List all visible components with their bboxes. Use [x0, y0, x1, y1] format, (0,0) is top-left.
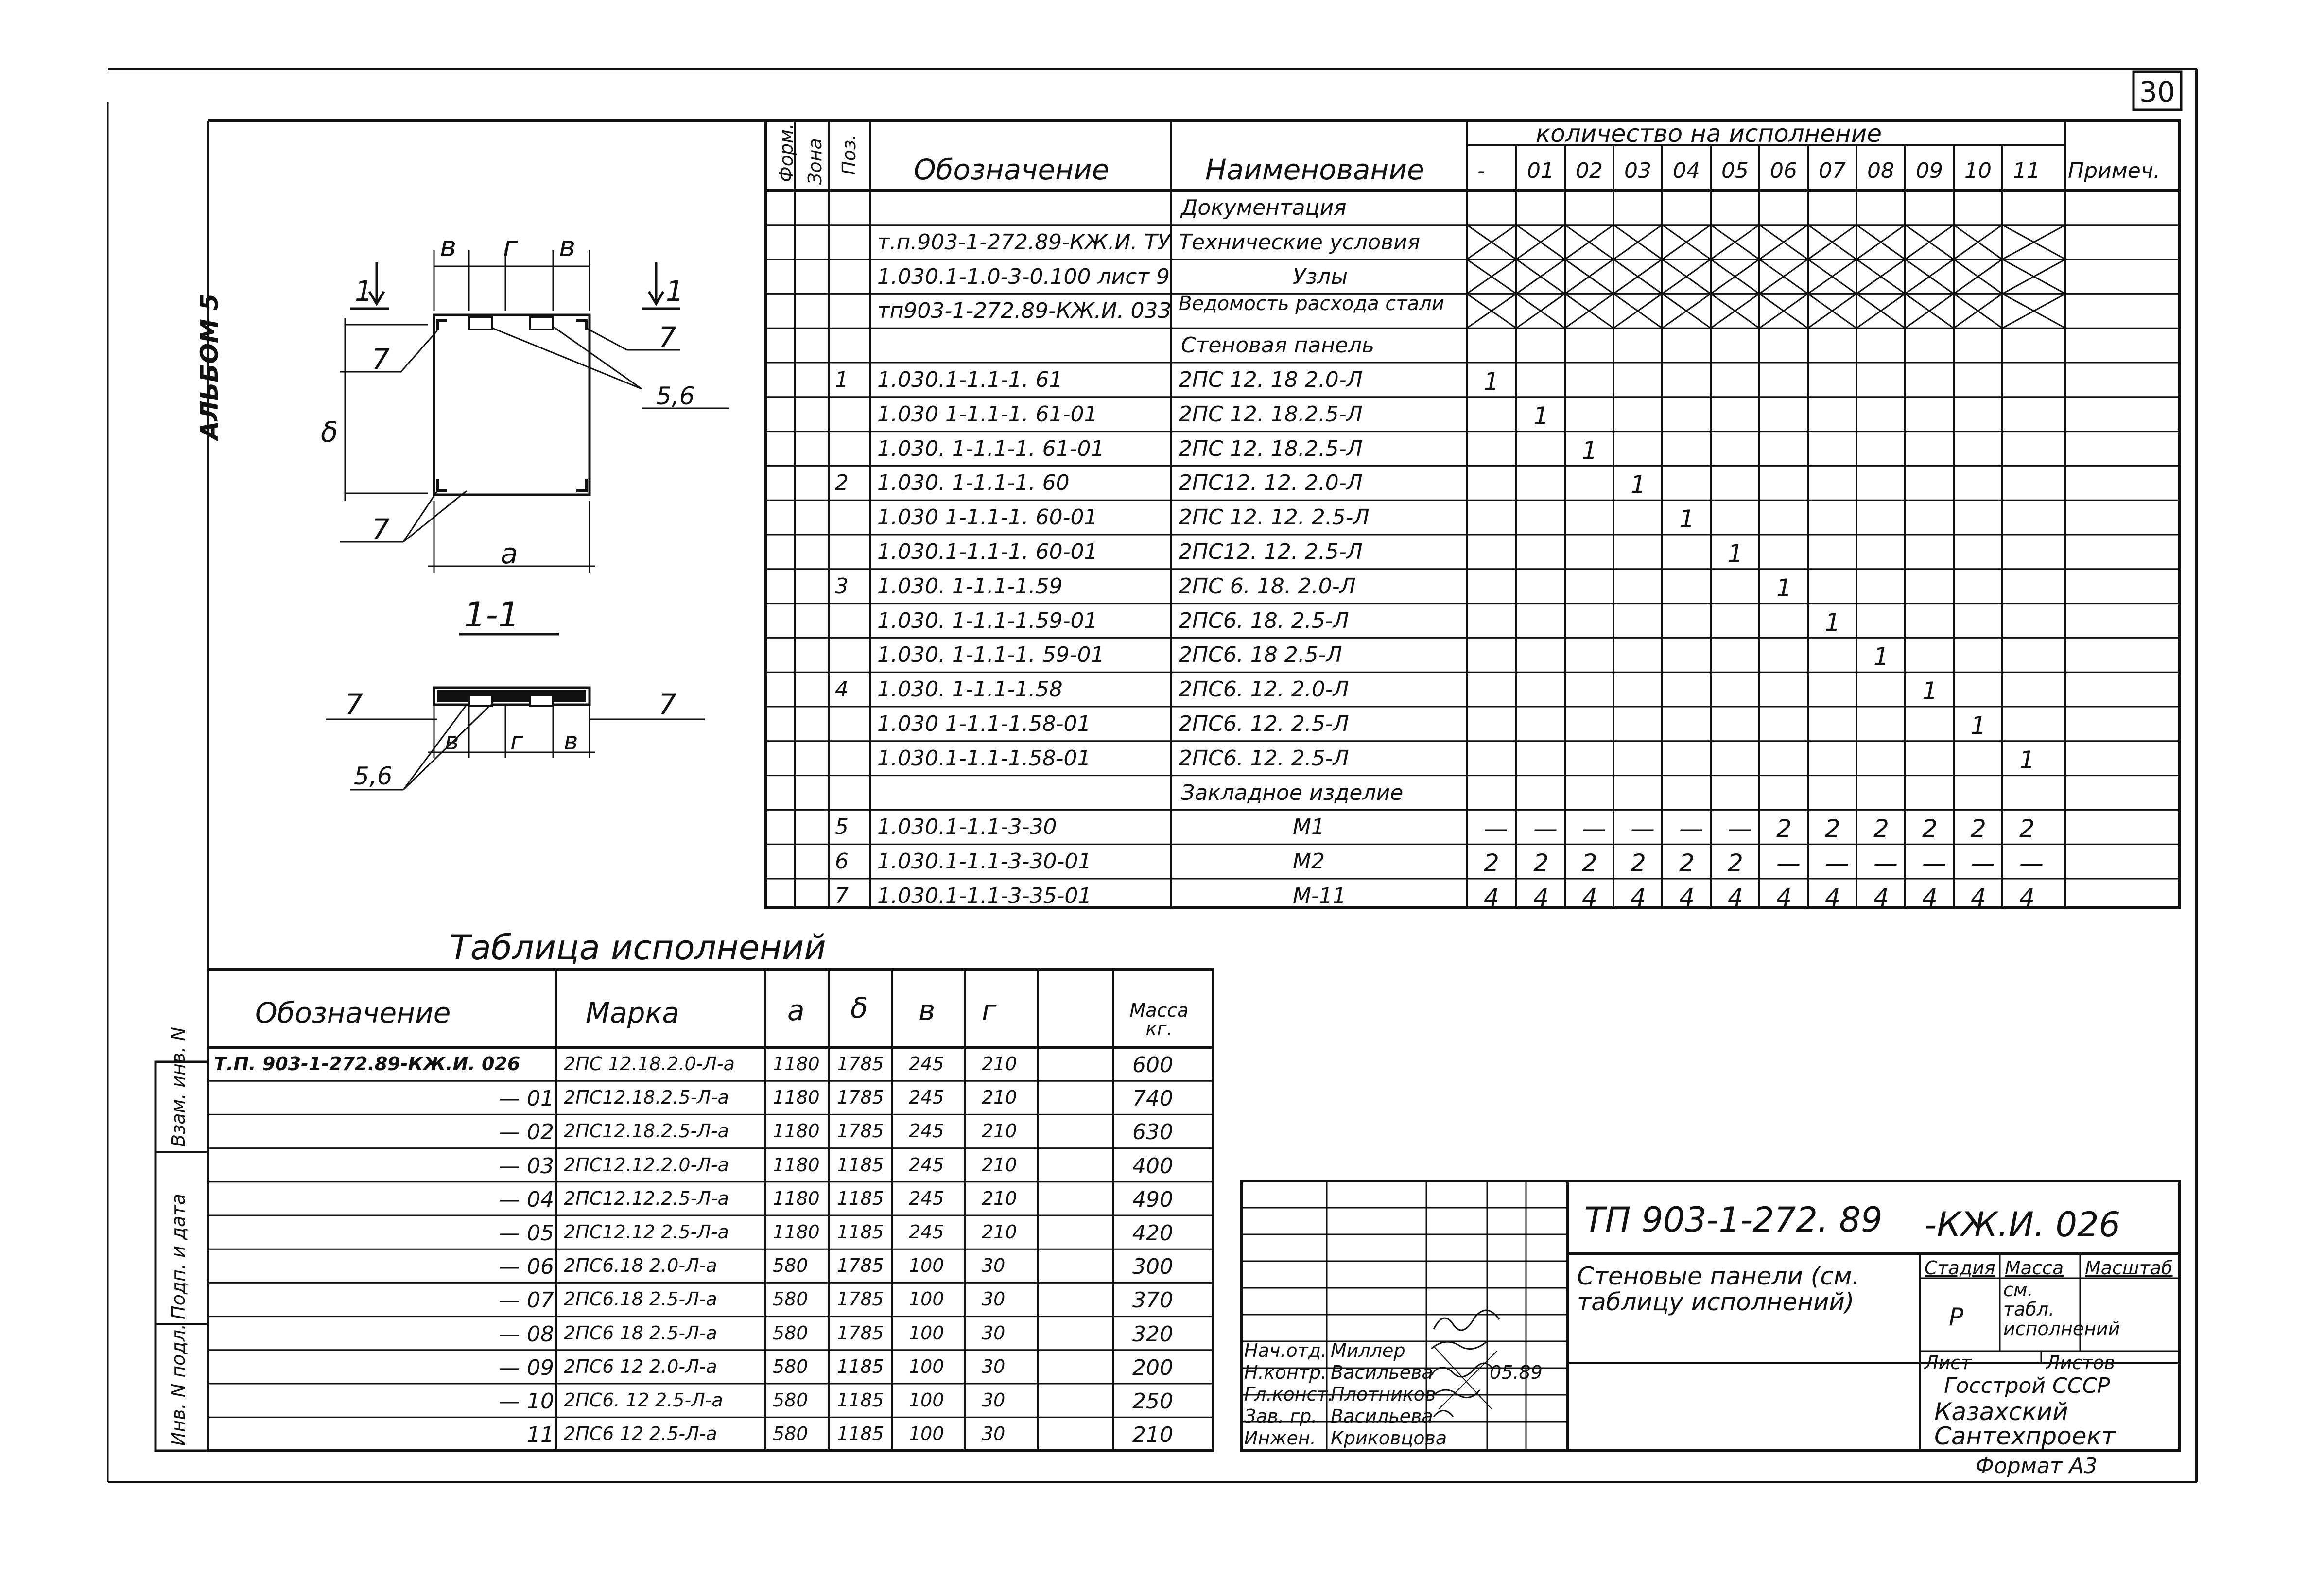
var-header-d: δ: [850, 991, 868, 1024]
var-row-d: 1785: [837, 1053, 884, 1075]
var-row-g: 30: [982, 1322, 1006, 1344]
spec-header-pos: Поз.: [838, 134, 860, 175]
spec-row-name: Стеновая панель: [1181, 333, 1375, 358]
dim-label-g-sec: г: [510, 727, 523, 755]
var-header-a: а: [787, 994, 805, 1027]
spec-row-qty: 2: [1631, 849, 1646, 878]
var-row-mark: 2ПС6 12 2.5-Л-а: [564, 1423, 717, 1445]
var-row-a: 580: [773, 1288, 808, 1310]
var-row-a: 1180: [773, 1087, 820, 1109]
spec-row-qty: 1: [1971, 711, 1986, 740]
var-row-mark: 2ПС6 12 2.0-Л-а: [564, 1355, 717, 1377]
tb-sig-name: Криковцова: [1331, 1427, 1447, 1449]
var-row-b: 245: [909, 1154, 944, 1176]
var-row-d: 1785: [837, 1288, 884, 1310]
spec-row-qty: 4: [1971, 884, 1986, 912]
tb-org-3: Сантехпроект: [1934, 1422, 2116, 1450]
spec-row-name: 2ПС12. 12. 2.0-Л: [1179, 470, 1363, 496]
var-row-d: 1785: [837, 1322, 884, 1344]
tb-sig-name: Васильева: [1331, 1362, 1433, 1383]
spec-row-name: Технические условия: [1179, 229, 1421, 255]
spec-row-qty: 1: [1728, 539, 1743, 568]
tb-sig-role: Н.контр.: [1244, 1362, 1327, 1383]
spec-header-zone: Зона: [804, 138, 826, 185]
spec-row-pos: 7: [835, 884, 849, 908]
spec-row-qty: 1: [1631, 470, 1646, 499]
tb-sig-role: Зав. гр.: [1244, 1405, 1318, 1427]
var-row-mark: 2ПС6.18 2.0-Л-а: [564, 1255, 717, 1277]
spec-row-name: 2ПС6. 12. 2.5-Л: [1179, 746, 1349, 771]
var-row-mass: 250: [1132, 1389, 1173, 1414]
tb-format: Формат А3: [1976, 1454, 2098, 1478]
dim-label-b-sec-right: в: [564, 727, 578, 755]
spec-variant-head: 09: [1916, 158, 1943, 183]
spec-header-format: Форм.: [776, 123, 797, 182]
spec-row-pos: 6: [835, 849, 849, 874]
spec-row-name: М-11: [1293, 884, 1346, 908]
spec-variant-head: 03: [1624, 158, 1651, 183]
spec-row-qty: —: [1825, 849, 1849, 878]
var-row-mark: 2ПС6.18 2.5-Л-а: [564, 1288, 717, 1310]
var-row-a: 580: [773, 1255, 808, 1277]
tb-sig-name: Миллер: [1331, 1340, 1405, 1361]
spec-row-qty: —: [1873, 849, 1898, 878]
spec-row-pos: 1: [835, 367, 849, 392]
spec-row-qty: 2: [1873, 815, 1889, 843]
spec-row-designation: 1.030.1-1.1-1. 61: [877, 367, 1063, 392]
spec-row-name: Ведомость расхода стали: [1179, 293, 1444, 315]
var-row-mass: 420: [1132, 1221, 1173, 1246]
tb-mass-label: Масса: [2005, 1257, 2064, 1279]
spec-row-qty: 4: [1533, 884, 1549, 912]
spec-row-qty: 1: [1679, 505, 1695, 534]
label-5-6-section: 5,6: [354, 762, 393, 790]
spec-row-name: 2ПС 12. 18.2.5-Л: [1179, 401, 1363, 427]
var-row-a: 1180: [773, 1053, 820, 1075]
var-row-d: 1185: [837, 1389, 884, 1411]
spec-row-qty: 4: [1776, 884, 1792, 912]
spec-row-qty: 2: [2019, 815, 2035, 843]
spec-row-qty: 4: [1922, 884, 1938, 912]
var-header-mass: Масса кг.: [1129, 1000, 1189, 1040]
spec-header-note: Примеч.: [2068, 158, 2160, 183]
spec-row-name: 2ПС 12. 18.2.5-Л: [1179, 436, 1363, 461]
spec-row-designation: 1.030.1-1.1-3-30-01: [877, 849, 1092, 874]
spec-variant-head: 11: [2013, 158, 2040, 183]
var-row-mass: 320: [1132, 1321, 1173, 1347]
spec-row-qty: 2: [1922, 815, 1938, 843]
margin-field-replace: Взам. инв. N: [168, 1027, 189, 1147]
var-row-mark: 2ПС12.18.2.5-Л-а: [564, 1087, 729, 1109]
cut-label-left: 1: [355, 275, 373, 308]
var-row-b: 245: [909, 1187, 944, 1209]
var-row-g: 210: [982, 1187, 1017, 1209]
var-row-b: 245: [909, 1053, 944, 1075]
spec-header-designation: Обозначение: [914, 153, 1110, 186]
var-row-mass: 210: [1132, 1423, 1173, 1448]
var-row-designation: 11: [527, 1423, 554, 1448]
var-row-mass: 200: [1132, 1355, 1173, 1380]
var-row-a: 580: [773, 1355, 808, 1377]
tb-code-suffix: -КЖ.И. 026: [1925, 1205, 2121, 1245]
dim-label-delta: δ: [321, 416, 338, 449]
tb-sig-name: Плотников: [1331, 1384, 1436, 1405]
var-row-designation: — 09: [499, 1355, 554, 1380]
var-row-mark: 2ПС 12.18.2.0-Л-а: [564, 1053, 735, 1075]
var-row-mass: 400: [1132, 1153, 1173, 1179]
var-row-b: 100: [909, 1322, 944, 1344]
spec-row-designation: 1.030. 1-1.1-1.59-01: [877, 608, 1098, 633]
dim-label-g: г: [503, 230, 518, 263]
spec-row-qty: 4: [1582, 884, 1597, 912]
var-row-b: 245: [909, 1120, 944, 1142]
spec-variant-head: 07: [1819, 158, 1846, 183]
label-7-top-left: 7: [372, 343, 390, 376]
tb-sig-name: Васильева: [1331, 1405, 1433, 1427]
spec-row-qty: —: [1582, 815, 1606, 843]
tb-stage-value: Р: [1949, 1303, 1964, 1331]
spec-row-name: 2ПС6. 12. 2.5-Л: [1179, 711, 1349, 736]
spec-row-name: М2: [1293, 849, 1325, 874]
var-row-g: 30: [982, 1423, 1006, 1445]
spec-row-qty: —: [1922, 849, 1946, 878]
spec-row-name: 2ПС6. 18 2.5-Л: [1179, 642, 1342, 668]
spec-row-pos: 2: [835, 470, 849, 496]
spec-row-qty: 1: [1825, 608, 1840, 637]
margin-field-inv: Инв. N подл.: [168, 1323, 189, 1446]
var-row-d: 1185: [837, 1423, 884, 1445]
var-row-a: 1180: [773, 1120, 820, 1142]
spec-variant-head: -: [1477, 158, 1485, 183]
var-row-a: 1180: [773, 1187, 820, 1209]
spec-row-qty: —: [1728, 815, 1752, 843]
var-row-mark: 2ПС12.12.2.5-Л-а: [564, 1187, 729, 1209]
spec-row-qty: —: [1484, 815, 1508, 843]
dim-label-a: а: [501, 537, 518, 570]
var-row-designation: — 10: [499, 1389, 554, 1414]
spec-row-name: М1: [1293, 815, 1325, 840]
spec-header-qty-title: количество на исполнение: [1536, 120, 1882, 148]
var-row-b: 100: [909, 1288, 944, 1310]
var-row-a: 580: [773, 1423, 808, 1445]
label-7-section-left: 7: [345, 688, 363, 721]
spec-row-qty: —: [1776, 849, 1801, 878]
tb-scale-label: Масштаб: [2085, 1257, 2173, 1279]
spec-row-designation: 1.030. 1-1.1-1. 59-01: [877, 642, 1105, 668]
spec-row-qty: 2: [1825, 815, 1840, 843]
spec-row-qty: 2: [1728, 849, 1743, 878]
var-row-d: 1185: [837, 1154, 884, 1176]
var-row-a: 1180: [773, 1221, 820, 1243]
tb-code: ТП 903-1-272. 89: [1584, 1200, 1883, 1240]
spec-row-qty: 1: [1776, 573, 1792, 602]
spec-row-qty: —: [1679, 815, 1703, 843]
var-row-g: 210: [982, 1154, 1017, 1176]
var-row-mass: 370: [1132, 1288, 1173, 1313]
spec-row-qty: 1: [1484, 367, 1499, 396]
spec-row-qty: 2: [1971, 815, 1986, 843]
spec-row-qty: 2: [1679, 849, 1695, 878]
variants-table-title: Таблица исполнений: [450, 928, 826, 968]
spec-row-designation: 1.030. 1-1.1-1. 61-01: [877, 436, 1105, 461]
tb-sig-role: Нач.отд.: [1244, 1340, 1327, 1361]
spec-row-qty: 4: [1679, 884, 1695, 912]
spec-variant-head: 08: [1867, 158, 1894, 183]
var-row-b: 100: [909, 1355, 944, 1377]
tb-sig-date: 05.89: [1490, 1362, 1543, 1383]
spec-row-qty: 1: [1533, 401, 1549, 430]
var-row-mass: 600: [1132, 1053, 1173, 1077]
spec-row-designation: 1.030.1-1.1-1.58-01: [877, 746, 1091, 771]
spec-row-designation: 1.030.1-1.1-3-30: [877, 815, 1057, 840]
var-row-mark: 2ПС12.18.2.5-Л-а: [564, 1120, 729, 1142]
spec-row-qty: —: [2019, 849, 2044, 878]
var-row-b: 245: [909, 1221, 944, 1243]
tb-stage-label: Стадия: [1925, 1257, 1995, 1279]
spec-row-pos: 5: [835, 815, 849, 840]
var-row-a: 580: [773, 1322, 808, 1344]
var-row-mass: 300: [1132, 1254, 1173, 1280]
var-row-b: 100: [909, 1389, 944, 1411]
var-row-b: 100: [909, 1255, 944, 1277]
dim-label-b-left: в: [440, 230, 457, 263]
spec-row-qty: 4: [1873, 884, 1889, 912]
spec-row-qty: 1: [1873, 642, 1889, 671]
spec-row-designation: т.п.903-1-272.89-КЖ.И. ТУ: [877, 229, 1171, 255]
spec-row-designation: тп903-1-272.89-КЖ.И. 033: [877, 298, 1172, 324]
var-row-d: 1785: [837, 1087, 884, 1109]
var-row-g: 210: [982, 1053, 1017, 1075]
spec-row-designation: 1.030 1-1.1-1. 60-01: [877, 505, 1098, 530]
var-row-d: 1185: [837, 1187, 884, 1209]
margin-field-sign: Подп. и дата: [168, 1194, 189, 1319]
spec-row-name: 2ПС6. 12. 2.0-Л: [1179, 677, 1349, 702]
spec-row-qty: 4: [1825, 884, 1840, 912]
var-row-g: 210: [982, 1120, 1017, 1142]
spec-row-name: 2ПС 12. 12. 2.5-Л: [1179, 505, 1370, 530]
spec-row-qty: —: [1631, 815, 1655, 843]
var-row-g: 30: [982, 1355, 1006, 1377]
var-row-designation: — 06: [499, 1254, 554, 1280]
var-row-mass: 490: [1132, 1187, 1173, 1212]
section-title: 1-1: [464, 595, 520, 635]
var-row-mark: 2ПС12.12.2.0-Л-а: [564, 1154, 729, 1176]
var-header-designation: Обозначение: [255, 996, 451, 1029]
var-row-designation: — 05: [499, 1221, 554, 1246]
spec-variant-head: 01: [1527, 158, 1554, 183]
spec-row-name: Документация: [1181, 195, 1347, 220]
var-header-mark: Марка: [586, 996, 679, 1029]
var-row-designation: — 02: [499, 1120, 554, 1145]
var-row-designation: — 07: [499, 1288, 554, 1313]
page-number: 30: [2139, 75, 2175, 108]
spec-row-name: Закладное изделие: [1181, 780, 1404, 805]
tb-org-1: Госстрой СССР: [1944, 1373, 2110, 1398]
tb-sig-role: Инжен.: [1244, 1427, 1316, 1449]
var-row-mass: 740: [1132, 1086, 1173, 1111]
spec-row-pos: 4: [835, 677, 849, 702]
spec-row-qty: 4: [1484, 884, 1499, 912]
spec-variant-head: 10: [1964, 158, 1992, 183]
album-label: АЛЬБОМ 5: [195, 294, 224, 440]
spec-row-designation: 1.030. 1-1.1-1.58: [877, 677, 1063, 702]
tb-sig-role: Гл.конст.: [1244, 1384, 1334, 1405]
spec-row-qty: —: [1533, 815, 1558, 843]
spec-row-designation: 1.030.1-1.1-3-35-01: [877, 884, 1092, 908]
var-row-g: 210: [982, 1221, 1017, 1243]
spec-row-name: 2ПС12. 12. 2.5-Л: [1179, 539, 1363, 564]
tb-description: Стеновые панели (см. таблицу исполнений): [1577, 1262, 1860, 1316]
spec-row-qty: 1: [1582, 436, 1597, 465]
var-row-g: 30: [982, 1255, 1006, 1277]
dim-label-b-sec-left: в: [445, 727, 459, 755]
tb-org-2: Казахский: [1934, 1398, 2068, 1426]
label-5-6-top: 5,6: [656, 382, 695, 410]
var-row-mass: 630: [1132, 1120, 1173, 1145]
spec-row-designation: 1.030. 1-1.1-1.59: [877, 573, 1063, 599]
var-header-b: в: [919, 994, 936, 1027]
var-row-a: 580: [773, 1389, 808, 1411]
cut-label-right: 1: [666, 275, 684, 308]
var-row-mark: 2ПС12.12 2.5-Л-а: [564, 1221, 729, 1243]
spec-row-designation: 1.030.1-1.0-3-0.100 лист 9: [877, 264, 1170, 289]
spec-variant-head: 02: [1576, 158, 1603, 183]
spec-row-pos: 3: [835, 573, 849, 599]
spec-row-qty: 1: [1922, 677, 1938, 706]
var-row-a: 1180: [773, 1154, 820, 1176]
var-row-d: 1185: [837, 1221, 884, 1243]
var-row-g: 210: [982, 1087, 1017, 1109]
spec-row-designation: 1.030 1-1.1-1.58-01: [877, 711, 1091, 736]
var-row-designation: — 04: [499, 1187, 554, 1212]
spec-variant-head: 05: [1721, 158, 1749, 183]
var-row-g: 30: [982, 1389, 1006, 1411]
spec-row-qty: 4: [1631, 884, 1646, 912]
tb-sheets-label: Листов: [2046, 1352, 2115, 1373]
spec-row-designation: 1.030 1-1.1-1. 61-01: [877, 401, 1098, 427]
spec-row-qty: 1: [2019, 746, 2035, 774]
spec-row-qty: —: [1971, 849, 1995, 878]
var-row-mark: 2ПС6 18 2.5-Л-а: [564, 1322, 717, 1344]
tb-mass-value: см. табл. исполнений: [2003, 1279, 2120, 1339]
var-row-designation: Т.П. 903-1-272.89-КЖ.И. 026: [214, 1053, 520, 1075]
spec-variant-head: 04: [1673, 158, 1700, 183]
var-row-d: 1785: [837, 1120, 884, 1142]
var-row-g: 30: [982, 1288, 1006, 1310]
spec-row-qty: 2: [1776, 815, 1792, 843]
spec-row-name: 2ПС 12. 18 2.0-Л: [1179, 367, 1363, 392]
spec-row-qty: 2: [1533, 849, 1549, 878]
spec-row-qty: 4: [2019, 884, 2035, 912]
spec-row-designation: 1.030. 1-1.1-1. 60: [877, 470, 1070, 496]
spec-row-qty: 2: [1484, 849, 1499, 878]
spec-header-name: Наименование: [1205, 153, 1424, 186]
spec-row-qty: 2: [1582, 849, 1597, 878]
tb-sheet-label: Лист: [1925, 1352, 1972, 1373]
label-7-bottom: 7: [372, 513, 390, 546]
var-row-b: 100: [909, 1423, 944, 1445]
var-row-d: 1185: [837, 1355, 884, 1377]
spec-row-name: 2ПС 6. 18. 2.0-Л: [1179, 573, 1356, 599]
var-row-designation: — 08: [499, 1321, 554, 1347]
label-7-top-right: 7: [659, 321, 676, 354]
spec-row-name: Узлы: [1293, 264, 1348, 289]
label-7-section-right: 7: [659, 688, 676, 721]
spec-row-qty: 4: [1728, 884, 1743, 912]
dim-label-b-right: в: [559, 230, 576, 263]
spec-row-name: 2ПС6. 18. 2.5-Л: [1179, 608, 1349, 633]
var-row-designation: — 03: [499, 1153, 554, 1179]
spec-row-designation: 1.030.1-1.1-1. 60-01: [877, 539, 1098, 564]
var-header-g: г: [982, 994, 997, 1027]
var-row-d: 1785: [837, 1255, 884, 1277]
var-row-mark: 2ПС6. 12 2.5-Л-а: [564, 1389, 723, 1411]
var-row-designation: — 01: [499, 1086, 554, 1111]
var-row-b: 245: [909, 1087, 944, 1109]
spec-variant-head: 06: [1770, 158, 1797, 183]
